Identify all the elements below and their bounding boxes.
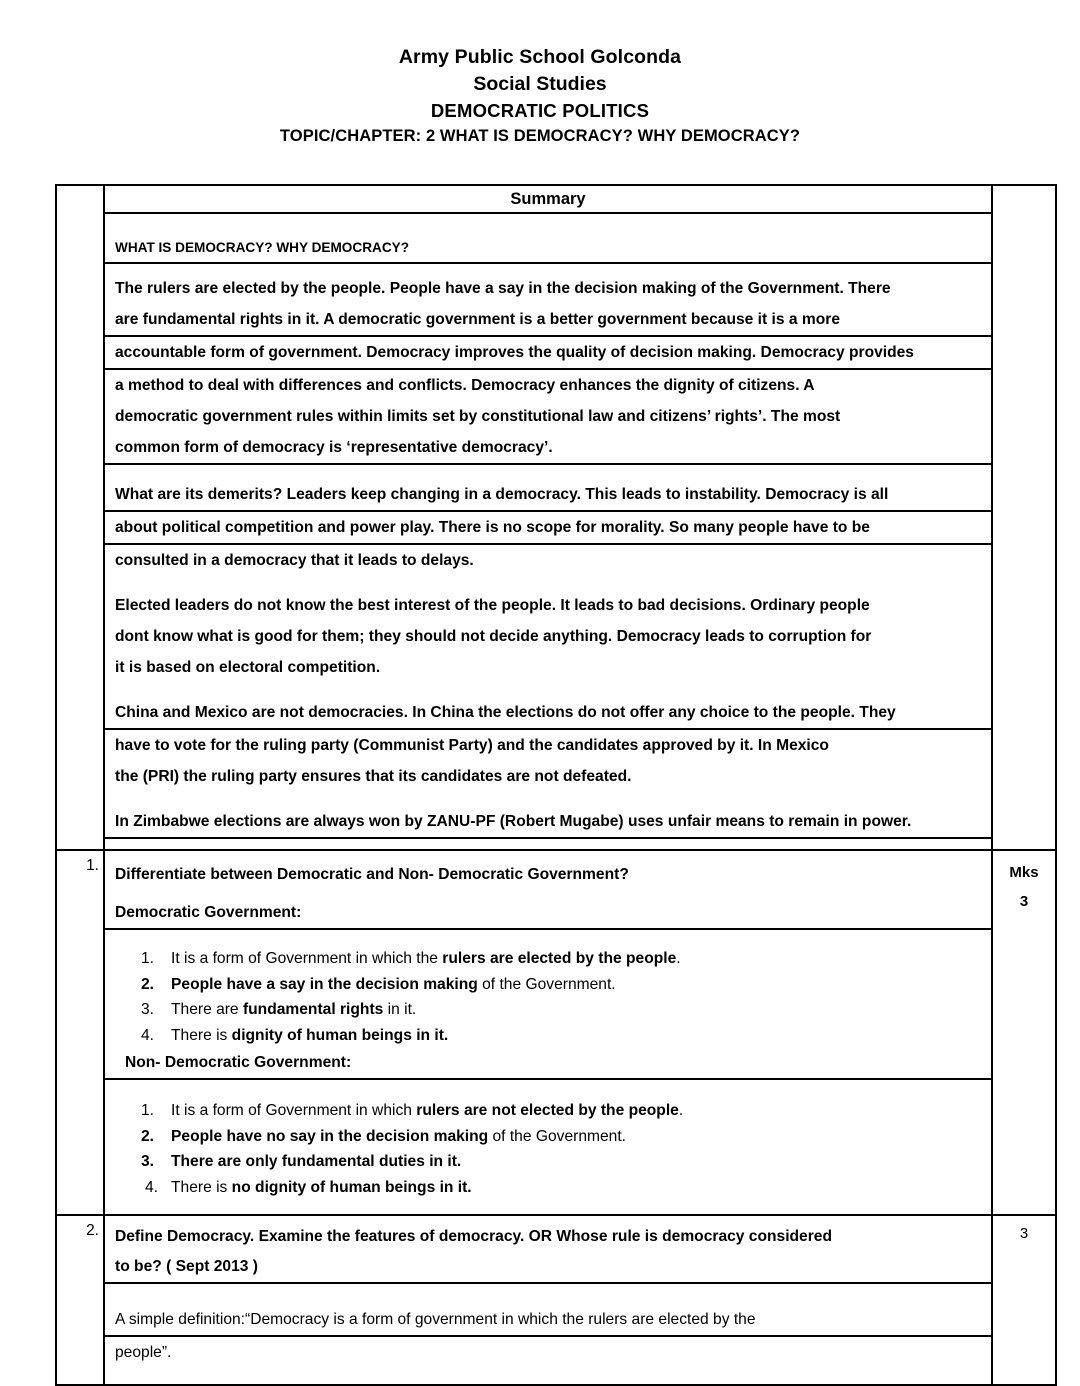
subject-name: Social Studies — [473, 72, 607, 95]
marks-value: 3 — [1019, 892, 1029, 910]
list-text-strong: There are only fundamental duties in it. — [171, 1153, 462, 1170]
list-marker: 4. — [145, 1178, 159, 1196]
list-text-strong: People have no say in the decision making — [171, 1127, 489, 1145]
non-democratic-government-list — [115, 1098, 981, 1200]
summary-text-line: accountable form of government. Democracy improves the quality of decision making. Democracy provides — [115, 344, 914, 361]
summary-para1-band-c — [105, 370, 991, 465]
list-item — [141, 946, 981, 972]
list-item — [141, 1124, 981, 1150]
question-1-list-a-band — [105, 930, 991, 1080]
list-text-strong: rulers are elected by the people — [442, 950, 677, 967]
list-marker: 3. — [141, 1001, 155, 1018]
list-text-strong: People have a say in the decision making — [171, 975, 478, 993]
question-1-prompt-band — [105, 851, 991, 930]
question-2-prompt-line: to be? ( Sept 2013 ) — [115, 1258, 258, 1275]
summary-para1-band-a — [105, 264, 991, 337]
question-2-marks-cell — [992, 1215, 1056, 1385]
summary-para2-band-a — [105, 465, 991, 512]
summary-text-line: Elected leaders do not know the best interest of the people. It leads to bad decisions. Ordinary people — [115, 597, 870, 614]
question-1-number: 1. — [56, 850, 104, 1215]
list-text-post: of the Government. — [488, 1127, 626, 1145]
democratic-government-list — [115, 946, 981, 1048]
list-item — [145, 1175, 981, 1201]
summary-para1-band-b — [105, 337, 991, 370]
summary-text-line: In Zimbabwe elections are always won by ZANU-PF (Robert Mugabe) uses unfair means to remain in power. — [115, 813, 912, 830]
list-text-post: in it. — [383, 1001, 417, 1018]
list-text-post: . — [676, 950, 681, 967]
list-item — [141, 1149, 981, 1175]
question-2-number: 2. — [56, 1215, 104, 1385]
summary-text-line: China and Mexico are not democracies. In China the elections do not offer any choice to the people. They — [115, 704, 896, 721]
document-header — [0, 0, 1080, 148]
summary-text-line: democratic government rules within limits set by constitutional law and citizens’ rights’. The most — [115, 408, 841, 425]
list-text-pre: There is — [171, 1026, 232, 1044]
summary-text-line: The rulers are elected by the people. People have a say in the decision making of the Government. There — [115, 280, 891, 297]
marks-value: 3 — [1019, 1225, 1029, 1242]
topic-chapter: TOPIC/CHAPTER: 2 WHAT IS DEMOCRACY? WHY DEMOCRACY? — [279, 127, 801, 146]
school-name: Army Public School Golconda — [398, 46, 682, 68]
list-marker: 4. — [141, 1026, 155, 1044]
question-1-prompt: Differentiate between Democratic and Non- Democratic Government? — [115, 866, 629, 883]
question-2-answer-line: A simple definition:“Democracy is a form of government in which the rulers are elected by the — [115, 1311, 756, 1328]
summary-para2-band-b — [105, 512, 991, 545]
unit-name: DEMOCRATIC POLITICS — [430, 99, 650, 121]
list-text-strong: no dignity of human beings in it. — [231, 1178, 472, 1196]
summary-tail-band — [105, 839, 991, 849]
list-item — [141, 972, 981, 998]
list-item — [141, 1098, 981, 1124]
question-table — [55, 184, 1057, 1386]
list-text-strong: fundamental rights — [242, 1001, 384, 1018]
list-marker: 1. — [141, 950, 155, 967]
question-2-answer-band-a — [105, 1284, 991, 1337]
summary-text-line: a method to deal with differences and conflicts. Democracy enhances the dignity of citizens. A — [115, 377, 815, 394]
question-2-body-cell — [104, 1215, 992, 1385]
list-text-strong: rulers are not elected by the people — [416, 1102, 679, 1119]
list-text-pre: It is a form of Government in which the — [171, 950, 443, 967]
question-1-subheading-a: Democratic Government: — [115, 904, 302, 921]
question-1-subheading-b: Non- Democratic Government: — [125, 1054, 352, 1071]
list-marker: 2. — [141, 975, 155, 993]
table-row-question-1 — [56, 850, 1056, 1215]
summary-text-line: are fundamental rights in it. A democratic government is a better government because it is a more — [115, 311, 841, 328]
list-text-strong: dignity of human beings in it. — [231, 1026, 449, 1044]
summary-text-line: have to vote for the ruling party (Communist Party) and the candidates approved by it. In Mexico — [115, 737, 829, 754]
summary-para4-band-b — [105, 730, 991, 839]
summary-text-line: the (PRI) the ruling party ensures that its candidates are not defeated. — [115, 768, 632, 785]
summary-section-title-band — [105, 214, 991, 264]
summary-heading: Summary — [510, 190, 586, 208]
list-text-pre: It is a form of Government in which — [171, 1102, 417, 1119]
question-2-prompt-band — [105, 1216, 991, 1284]
list-text-pre: There is — [171, 1178, 232, 1196]
list-marker: 1. — [141, 1102, 155, 1119]
list-text-pre: There are — [171, 1001, 243, 1018]
list-marker: 2. — [141, 1127, 155, 1145]
table-row-summary — [56, 185, 1056, 850]
question-2-prompt-line: Define Democracy. Examine the features of democracy. OR Whose rule is democracy considered — [115, 1228, 832, 1245]
summary-title-band — [105, 186, 991, 214]
summary-body-cell — [104, 185, 992, 850]
summary-text-line: about political competition and power play. There is no scope for morality. So many people have to be — [115, 519, 870, 536]
list-text-post: . — [678, 1102, 684, 1119]
summary-marks-cell — [992, 185, 1056, 850]
list-item — [141, 1023, 981, 1049]
question-2-answer-band-b — [105, 1337, 991, 1384]
summary-text-line: it is based on electoral competition. — [115, 659, 381, 676]
summary-para2-band-c — [105, 545, 991, 730]
summary-text-line: consulted in a democracy that it leads to delays. — [115, 552, 474, 569]
summary-text-line: What are its demerits? Leaders keep changing in a democracy. This leads to instability. Democracy is all — [115, 486, 889, 503]
summary-text-line: dont know what is good for them; they should not decide anything. Democracy leads to corruption for — [115, 628, 872, 645]
summary-number-cell — [56, 185, 104, 850]
marks-label: Mks — [1009, 864, 1039, 881]
list-marker: 3. — [141, 1153, 155, 1170]
summary-text-line: common form of democracy is ‘representative democracy’. — [115, 439, 553, 456]
question-1-marks-cell — [992, 850, 1056, 1215]
question-1-list-b-band — [105, 1080, 991, 1214]
question-2-answer-line: people”. — [115, 1344, 172, 1361]
list-item — [141, 997, 981, 1023]
list-text-post: of the Government. — [477, 975, 616, 993]
table-row-question-2 — [56, 1215, 1056, 1385]
summary-section-title: WHAT IS DEMOCRACY? WHY DEMOCRACY? — [115, 240, 410, 255]
question-1-body-cell — [104, 850, 992, 1215]
